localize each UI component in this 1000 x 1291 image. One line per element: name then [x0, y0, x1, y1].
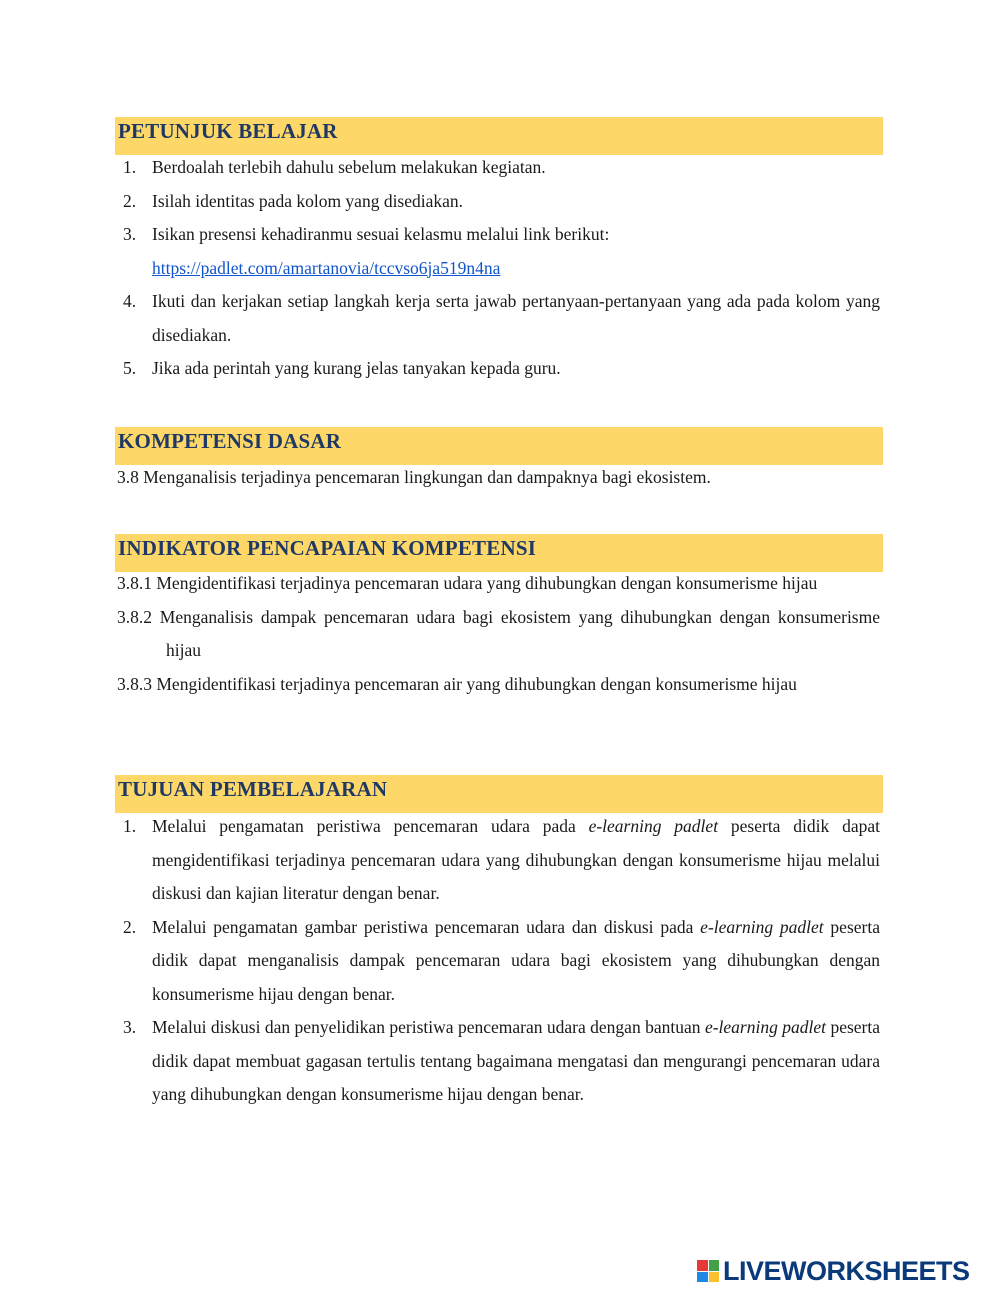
list-item [117, 151, 880, 185]
item-text: Melalui pengamatan peristiwa pencemaran udara pada [152, 816, 589, 836]
liveworksheets-logo [697, 1256, 970, 1286]
liveworksheets-logo-icon [697, 1260, 719, 1282]
tujuan-list [117, 810, 880, 1112]
indikator-item: 3.8.2 Menganalisis dampak pencemaran udara bagi ekosistem yang dihubungkan dengan konsumerisme hijau [117, 606, 880, 660]
item-text: Ikuti dan kerjakan setiap langkah kerja serta jawab pertanyaan-pertanyaan yang ada pada kolom yang disediakan. [152, 291, 880, 345]
section-header-petunjuk-belajar: PETUNJUK BELAJAR [115, 117, 883, 155]
section-header-indikator: INDIKATOR PENCAPAIAN KOMPETENSI [115, 534, 883, 572]
list-item [117, 1011, 880, 1112]
section-header-kompetensi-dasar: KOMPETENSI DASAR [115, 427, 883, 465]
padlet-presensi-link[interactable]: https://padlet.com/amartanovia/tccvso6ja519n4na [152, 257, 501, 278]
item-text: Berdoalah terlebih dahulu sebelum melakukan kegiatan. [152, 157, 546, 177]
item-number: 3. [123, 1017, 137, 1037]
item-text: Melalui pengamatan gambar peristiwa pencemaran udara dan diskusi pada [152, 916, 701, 937]
kompetensi-dasar-text: 3.8 Menganalisis terjadinya pencemaran lingkungan dan dampaknya bagi ekosistem. [117, 467, 711, 487]
item-text: Jika ada perintah yang kurang jelas tanyakan kepada guru. [152, 358, 561, 378]
indikator-item: 3.8.3 Mengidentifikasi terjadinya pencemaran air yang dihubungkan dengan konsumerisme hijau [117, 673, 797, 694]
list-item [117, 218, 880, 285]
item-text: Isikan presensi kehadiranmu sesuai kelasmu melalui link berikut: [152, 224, 610, 244]
list-item [117, 911, 880, 1012]
list-item [117, 285, 880, 352]
list-item [117, 810, 880, 911]
indikator-list [117, 567, 880, 701]
item-number: 1. [123, 157, 137, 177]
brand-name: LIVEWORKSHEETS [723, 1256, 970, 1286]
petunjuk-list [117, 151, 880, 386]
item-text: peserta didik dapat mengidentifikasi terjadinya pencemaran udara yang dihubungkan dengan konsumerisme hijau melalui diskusi dan kajian literatur dengan benar. [152, 816, 880, 903]
list-item [117, 352, 880, 386]
item-text: peserta didik dapat menganalisis dampak pencemaran udara bagi ekosistem yang dihubungkan dengan konsumerisme hijau dengan benar. [152, 916, 880, 1004]
item-number: 2. [123, 190, 137, 211]
item-text: peserta didik dapat membuat gagasan tertulis tentang bagaimana mengatasi dan mengurangi pencemaran udara yang dihubungkan dengan konsumerisme hijau dengan benar. [152, 1017, 880, 1104]
item-number: 4. [123, 291, 137, 311]
list-item [117, 185, 880, 219]
item-number: 2. [123, 916, 137, 937]
item-emphasis: e-learning padlet [700, 916, 824, 937]
item-text: Melalui diskusi dan penyelidikan peristiwa pencemaran udara dengan bantuan [152, 1017, 705, 1037]
item-number: 3. [123, 224, 137, 244]
item-number: 1. [123, 816, 137, 836]
item-text: Isilah identitas pada kolom yang disediakan. [152, 190, 464, 211]
section-header-tujuan: TUJUAN PEMBELAJARAN [115, 775, 883, 813]
item-emphasis: e-learning padlet [704, 1017, 827, 1037]
item-number: 5. [123, 358, 137, 378]
indikator-item: 3.8.1 Mengidentifikasi terjadinya pencemaran udara yang dihubungkan dengan konsumerisme hijau [117, 573, 818, 593]
item-emphasis: e-learning padlet [588, 816, 719, 836]
